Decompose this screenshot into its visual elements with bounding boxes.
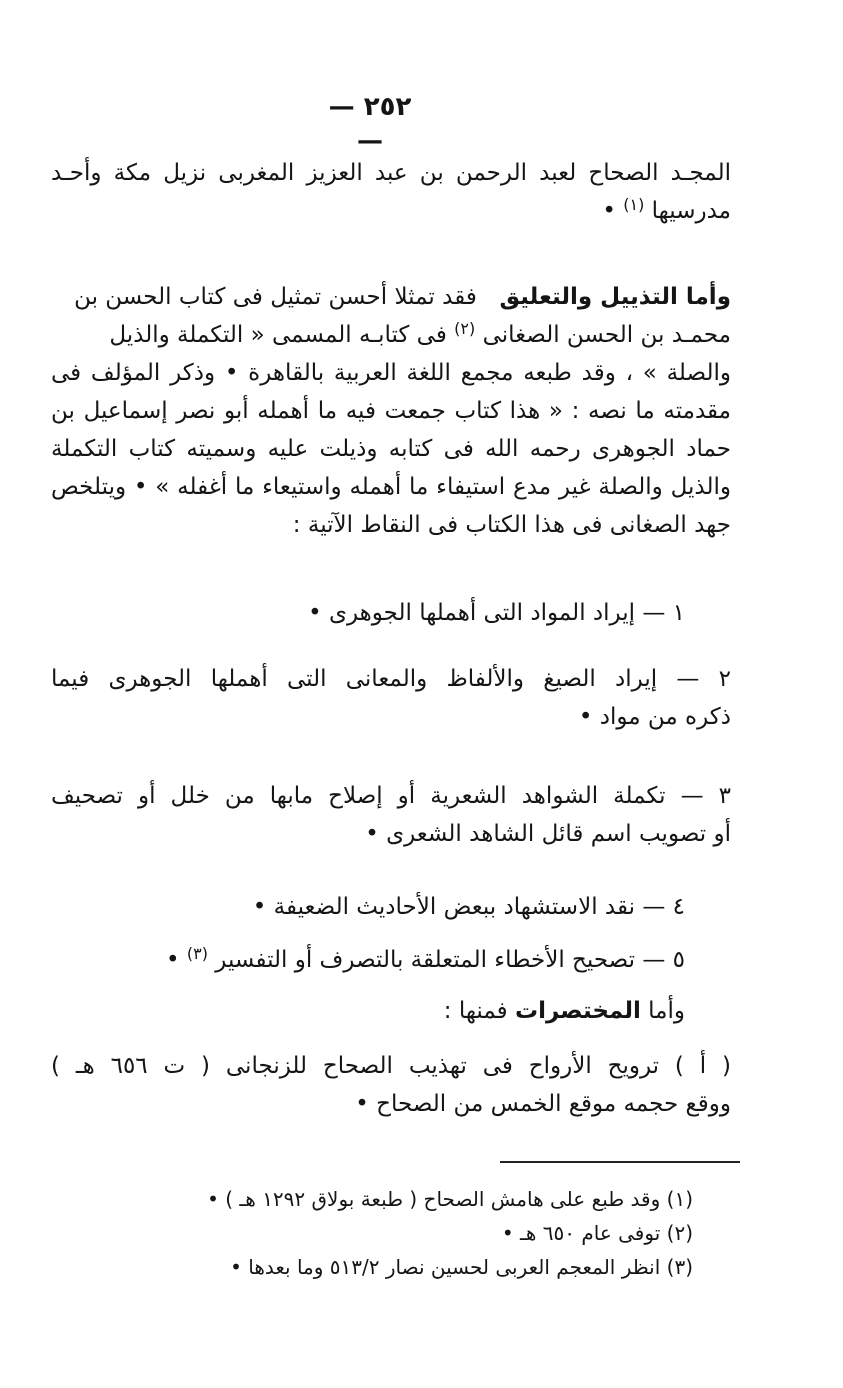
appendices-line-2-main: محمـد بن الحسن الصغانى: [482, 322, 731, 348]
intro-word: مدرسيها: [651, 198, 731, 224]
point-5-end-mark: •: [166, 947, 180, 973]
point-2: [51, 660, 731, 736]
point-4: [185, 888, 685, 926]
intro-line-1: المجـد الصحاح لعبد الرحمن بن عبد العزيز المغربى نزيل مكة وأحـد: [51, 160, 731, 186]
abridgments-heading: [185, 992, 685, 1030]
intro-line-2: [51, 192, 731, 230]
abridgments-lead-end: فمنها :: [443, 998, 508, 1024]
footnote-reference-2: (٢): [454, 319, 476, 338]
point-5: [125, 941, 685, 979]
point-1: [185, 594, 685, 632]
point-3-line-1: ٣ — تكملة الشواهد الشعرية أو إصلاح مابها من خلل أو تصحيف: [51, 783, 731, 809]
appendices-line-2: [51, 316, 731, 354]
appendices-line-5: حماد الجوهرى رحمه الله فى كتابه وذيلت عليه وسميته كتاب التكملة: [51, 436, 731, 462]
point-4-text: ٤ — نقد الاستشهاد ببعض الأحاديث الضعيفة •: [252, 894, 685, 920]
abridgments-lead-start: وأما: [648, 998, 685, 1024]
point-3-line-2: أو تصويب اسم قائل الشاهد الشعرى •: [365, 821, 731, 847]
appendices-line-3: والصلة » ، وقد طبعه مجمع اللغة العربية بالقاهرة • وذكر المؤلف فى: [51, 360, 731, 386]
footnote-reference-1: (١): [623, 195, 645, 214]
appendices-line-4: مقدمته ما نصه : « هذا كتاب جمعت فيه ما أهمله أبو نصر إسماعيل بن: [51, 398, 731, 424]
abridgments-lead-line: [185, 992, 685, 1030]
point-1-text: ١ — إيراد المواد التى أهملها الجوهرى •: [308, 600, 685, 626]
footnote-2: (٢) توفى عام ٦٥٠ هـ •: [501, 1221, 693, 1245]
point-5-line: [125, 941, 685, 979]
footnote-3: (٣) انظر المعجم العربى لحسين نصار ٥١٣/٢ وما بعدها •: [230, 1255, 693, 1279]
abridgments-lead-bold: المختصرات: [514, 998, 641, 1024]
appendices-line-2-text: فى كتابـه المسمى « التكملة والذيل: [109, 322, 447, 348]
page-number: — ٢٥٢ —: [328, 92, 412, 156]
intro-end-mark: •: [602, 198, 616, 224]
appendices-lead: وأما التذييل والتعليق: [499, 284, 731, 310]
intro-paragraph: [51, 154, 731, 230]
point-3: [51, 777, 731, 853]
footnotes: [83, 1182, 693, 1284]
abridgment-item-a-line-2: ووقع حجمه موقع الخمس من الصحاح •: [355, 1091, 731, 1117]
footnote-separator: [500, 1161, 740, 1163]
appendices-line-7: جهد الصغانى فى هذا الكتاب فى النقاط الآتية :: [292, 512, 731, 538]
point-5-text: ٥ — تصحيح الأخطاء المتعلقة بالتصرف أو التفسير: [215, 947, 685, 973]
point-2-line-2: ذكره من مواد •: [578, 704, 731, 730]
appendices-paragraph: [51, 278, 731, 544]
appendices-line-1-text: فقد تمثلا أحسن تمثيل فى كتاب الحسن بن: [74, 284, 477, 310]
footnote-reference-3: (٣): [186, 944, 208, 963]
appendices-line-1: [51, 278, 731, 316]
footnote-1: (١) وقد طبع على هامش الصحاح ( طبعة بولاق ١٢٩٢ هـ ) •: [207, 1187, 693, 1211]
point-2-line-1: ٢ — إيراد الصيغ والألفاظ والمعانى التى أهملها الجوهرى فيما: [51, 666, 731, 692]
abridgment-item-a: [51, 1047, 731, 1123]
appendices-line-6: والذيل والصلة غير مدع استيفاء ما أهمله واستيعاء ما أغفله » • ويتلخص: [51, 474, 731, 500]
abridgment-item-a-line-1: ( أ ) ترويح الأرواح فى تهذيب الصحاح للزنجانى ( ت ٦٥٦ هـ ): [51, 1053, 732, 1079]
